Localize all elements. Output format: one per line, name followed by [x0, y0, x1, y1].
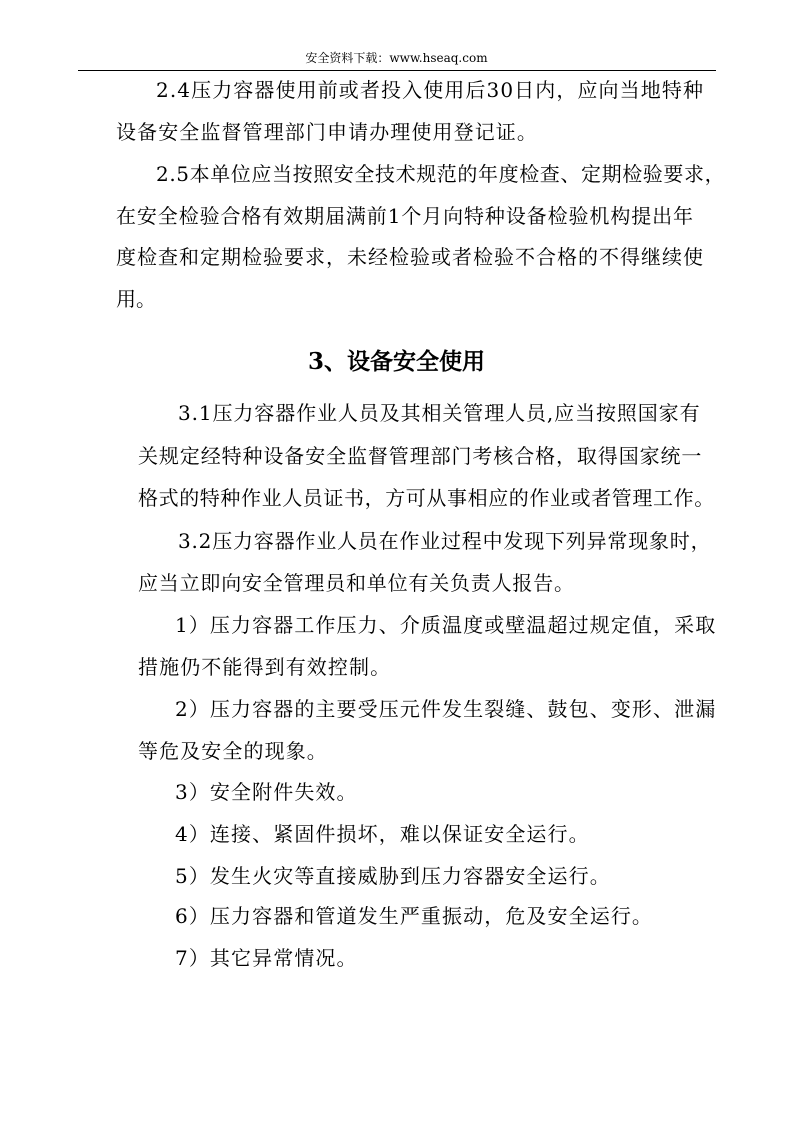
list-item-5: 5）发生火灾等直接威胁到压力容器安全运行。: [175, 864, 611, 888]
list-item-2-line-1: 2）压力容器的主要受压元件发生裂缝、鼓包、变形、泄漏: [175, 697, 717, 721]
paragraph-3-2-line-2: 应当立即向安全管理员和单位有关负责人报告。: [138, 571, 575, 595]
list-item-1-line-1: 1）压力容器工作压力、介质温度或壁温超过规定值，采取: [175, 613, 717, 637]
list-item-3: 3）安全附件失效。: [175, 780, 358, 804]
paragraph-2-5-line-4: 用。: [116, 287, 156, 311]
paragraph-2-5-line-1: 2.5本单位应当按照安全技术规范的年度检查、定期检验要求，: [156, 162, 726, 186]
paragraph-3-1-line-1: 3.1压力容器作业人员及其相关管理人员,应当按照国家有: [178, 401, 701, 425]
header-site-text: 安全资料下载：www.hseaq.com: [305, 51, 488, 65]
list-item-4: 4）连接、紧固件损坏，难以保证安全运行。: [175, 822, 590, 846]
list-item-2-line-2: 等危及安全的现象。: [138, 739, 328, 763]
paragraph-3-2-line-1: 3.2压力容器作业人员在作业过程中发现下列异常现象时，: [178, 529, 712, 553]
list-item-1-line-2: 措施仍不能得到有效控制。: [138, 655, 392, 679]
paragraph-3-1-line-2: 关规定经特种设备安全监督管理部门考核合格，取得国家统一: [138, 444, 703, 468]
paragraph-2-4-line-2: 设备安全监督管理部门申请办理使用登记证。: [116, 120, 538, 144]
paragraph-2-4-line-1: 2.4压力容器使用前或者投入使用后30日内，应向当地特种: [156, 78, 705, 102]
header-divider: [78, 70, 716, 71]
list-item-6: 6）压力容器和管道发生严重振动，危及安全运行。: [175, 904, 654, 928]
list-item-7: 7）其它异常情况。: [175, 946, 358, 970]
section-3-heading: 3、设备安全使用: [307, 348, 485, 375]
paragraph-2-5-line-2: 在安全检验合格有效期届满前1个月向特种设备检验机构提出年: [116, 204, 694, 228]
paragraph-3-1-line-3: 格式的特种作业人员证书，方可从事相应的作业或者管理工作。: [138, 486, 715, 510]
paragraph-2-5-line-3: 度检查和定期检验要求，未经检验或者检验不合格的不得继续使: [116, 245, 704, 269]
